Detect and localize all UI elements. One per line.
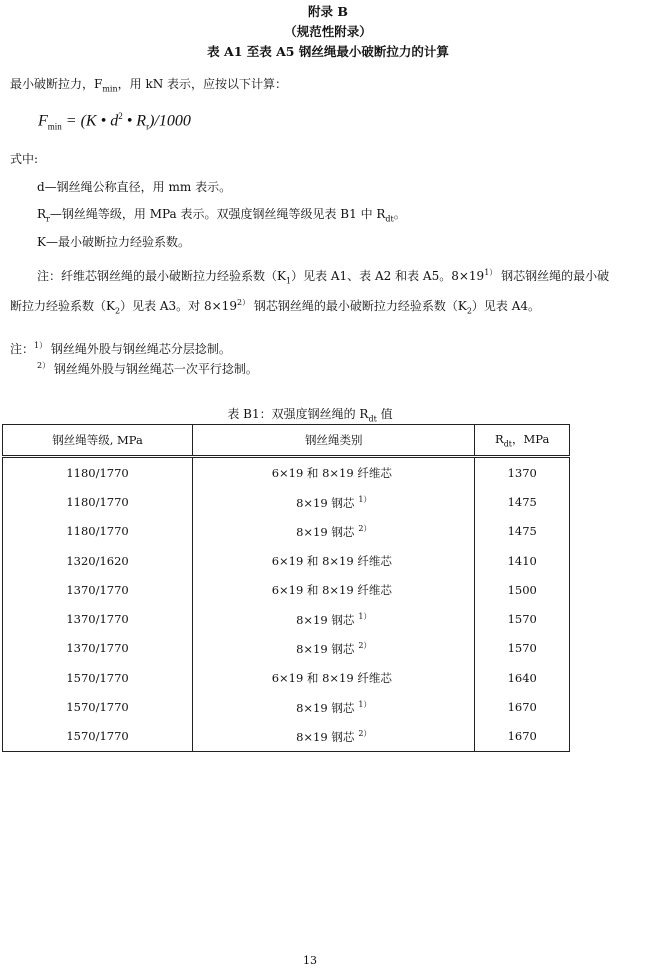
cell-type-footnote-mark: 1） (358, 494, 372, 504)
cell-rdt: 1370 (475, 457, 570, 488)
table-title: 表 B1：双强度钢丝绳的 $R_{dt}$ 值 (227, 407, 393, 424)
appendix-title: 表 A1 至表 A5 钢丝绳最小破断拉力的计算 (207, 44, 449, 59)
table-body (3, 457, 570, 752)
cell-type: 8×19 钢芯 $^{2)}$ (193, 722, 475, 752)
table-row (3, 487, 570, 516)
where-r: $R_r—$钢丝绳等级，用 MPa 表示。双强度钢丝绳等级见表 B1 中 $R_{dt}$。 (37, 207, 406, 224)
cell-grade: 1570/1770 (3, 692, 193, 721)
cell-type: 8×19 钢芯 $^{2)}$ (193, 634, 475, 663)
where-label: 式中: (10, 152, 39, 166)
footnote-1: 注：$^{1)}$ 钢丝绳外股与钢丝绳芯分层捻制。 (10, 341, 231, 356)
where-d: d—钢丝绳公称直径，用 mm 表示。 (37, 180, 232, 194)
cell-grade: 1180/1770 (3, 517, 193, 546)
cell-type-footnote-mark: 2） (358, 728, 372, 738)
cell-rdt: 1475 (475, 517, 570, 546)
table-row (3, 722, 570, 752)
footnote-2: $^{2)}$ 钢丝绳外股与钢丝绳芯一次平行捻制。 (37, 361, 258, 376)
cell-type: 6×19 和 8×19 纤维芯 (193, 575, 475, 604)
cell-grade: 1570/1770 (3, 722, 193, 752)
cell-rdt: 1570 (475, 634, 570, 663)
table-row (3, 604, 570, 633)
table-row (3, 663, 570, 692)
appendix-type: （规范性附录） (284, 24, 372, 39)
rdt-table (2, 424, 570, 752)
cell-type: 8×19 钢芯 $^{1)}$ (193, 604, 475, 633)
page-number: 13 (303, 954, 317, 967)
cell-rdt: 1670 (475, 722, 570, 752)
cell-type: 6×19 和 8×19 纤维芯 (193, 457, 475, 488)
table-row (3, 457, 570, 488)
cell-grade: 1370/1770 (3, 604, 193, 633)
table-row (3, 517, 570, 546)
cell-type-footnote-mark: 1） (358, 699, 372, 709)
cell-type: 8×19 钢芯 $^{2)}$ (193, 517, 475, 546)
cell-grade: 1370/1770 (3, 634, 193, 663)
intro-line: 最小破断拉力，$F_{min}$，用 kN 表示，应按以下计算： (10, 77, 288, 94)
cell-type: 8×19 钢芯 $^{1)}$ (193, 692, 475, 721)
cell-rdt: 1670 (475, 692, 570, 721)
cell-grade: 1570/1770 (3, 663, 193, 692)
cell-rdt: 1500 (475, 575, 570, 604)
formula: $F_{min} = (K$ • $d^2$ • $R_r)/1000$ (38, 111, 191, 132)
table-row (3, 692, 570, 721)
cell-type: 6×19 和 8×19 纤维芯 (193, 546, 475, 575)
cell-grade: 1370/1770 (3, 575, 193, 604)
cell-type-footnote-mark: 1） (358, 611, 372, 621)
table-header-row (3, 425, 570, 457)
table-row (3, 546, 570, 575)
header-type: 钢丝绳类别 (193, 425, 475, 457)
cell-type: 6×19 和 8×19 纤维芯 (193, 663, 475, 692)
cell-type-footnote-mark: 2） (358, 523, 372, 533)
cell-rdt: 1475 (475, 487, 570, 516)
note-paragraph: 注：纤维芯钢丝绳的最小破断拉力经验系数$(K_1)$见表 A1、表 A2 和表 A5。$8\times 19^{1)}$ 钢芯钢丝绳的最小破断拉力经验系数$(K_2)$见表 A3。对 $8\times 19^{2)}$ 钢芯钢丝绳的最小破断拉力经验系数$(K_2)$见表 A4。 (10, 268, 610, 316)
where-k: K—最小破断拉力经验系数。 (37, 235, 190, 249)
appendix-heading: 附录 B (308, 4, 348, 19)
table-row (3, 575, 570, 604)
header-rdt: $R_{dt}$，MPa (475, 425, 570, 457)
cell-grade: 1180/1770 (3, 457, 193, 488)
cell-type-footnote-mark: 2） (358, 641, 372, 651)
cell-rdt: 1640 (475, 663, 570, 692)
cell-grade: 1180/1770 (3, 487, 193, 516)
table-row (3, 634, 570, 663)
cell-type: 8×19 钢芯 $^{1)}$ (193, 487, 475, 516)
cell-rdt: 1570 (475, 604, 570, 633)
cell-grade: 1320/1620 (3, 546, 193, 575)
cell-rdt: 1410 (475, 546, 570, 575)
header-grade: 钢丝绳等级, MPa (3, 425, 193, 457)
